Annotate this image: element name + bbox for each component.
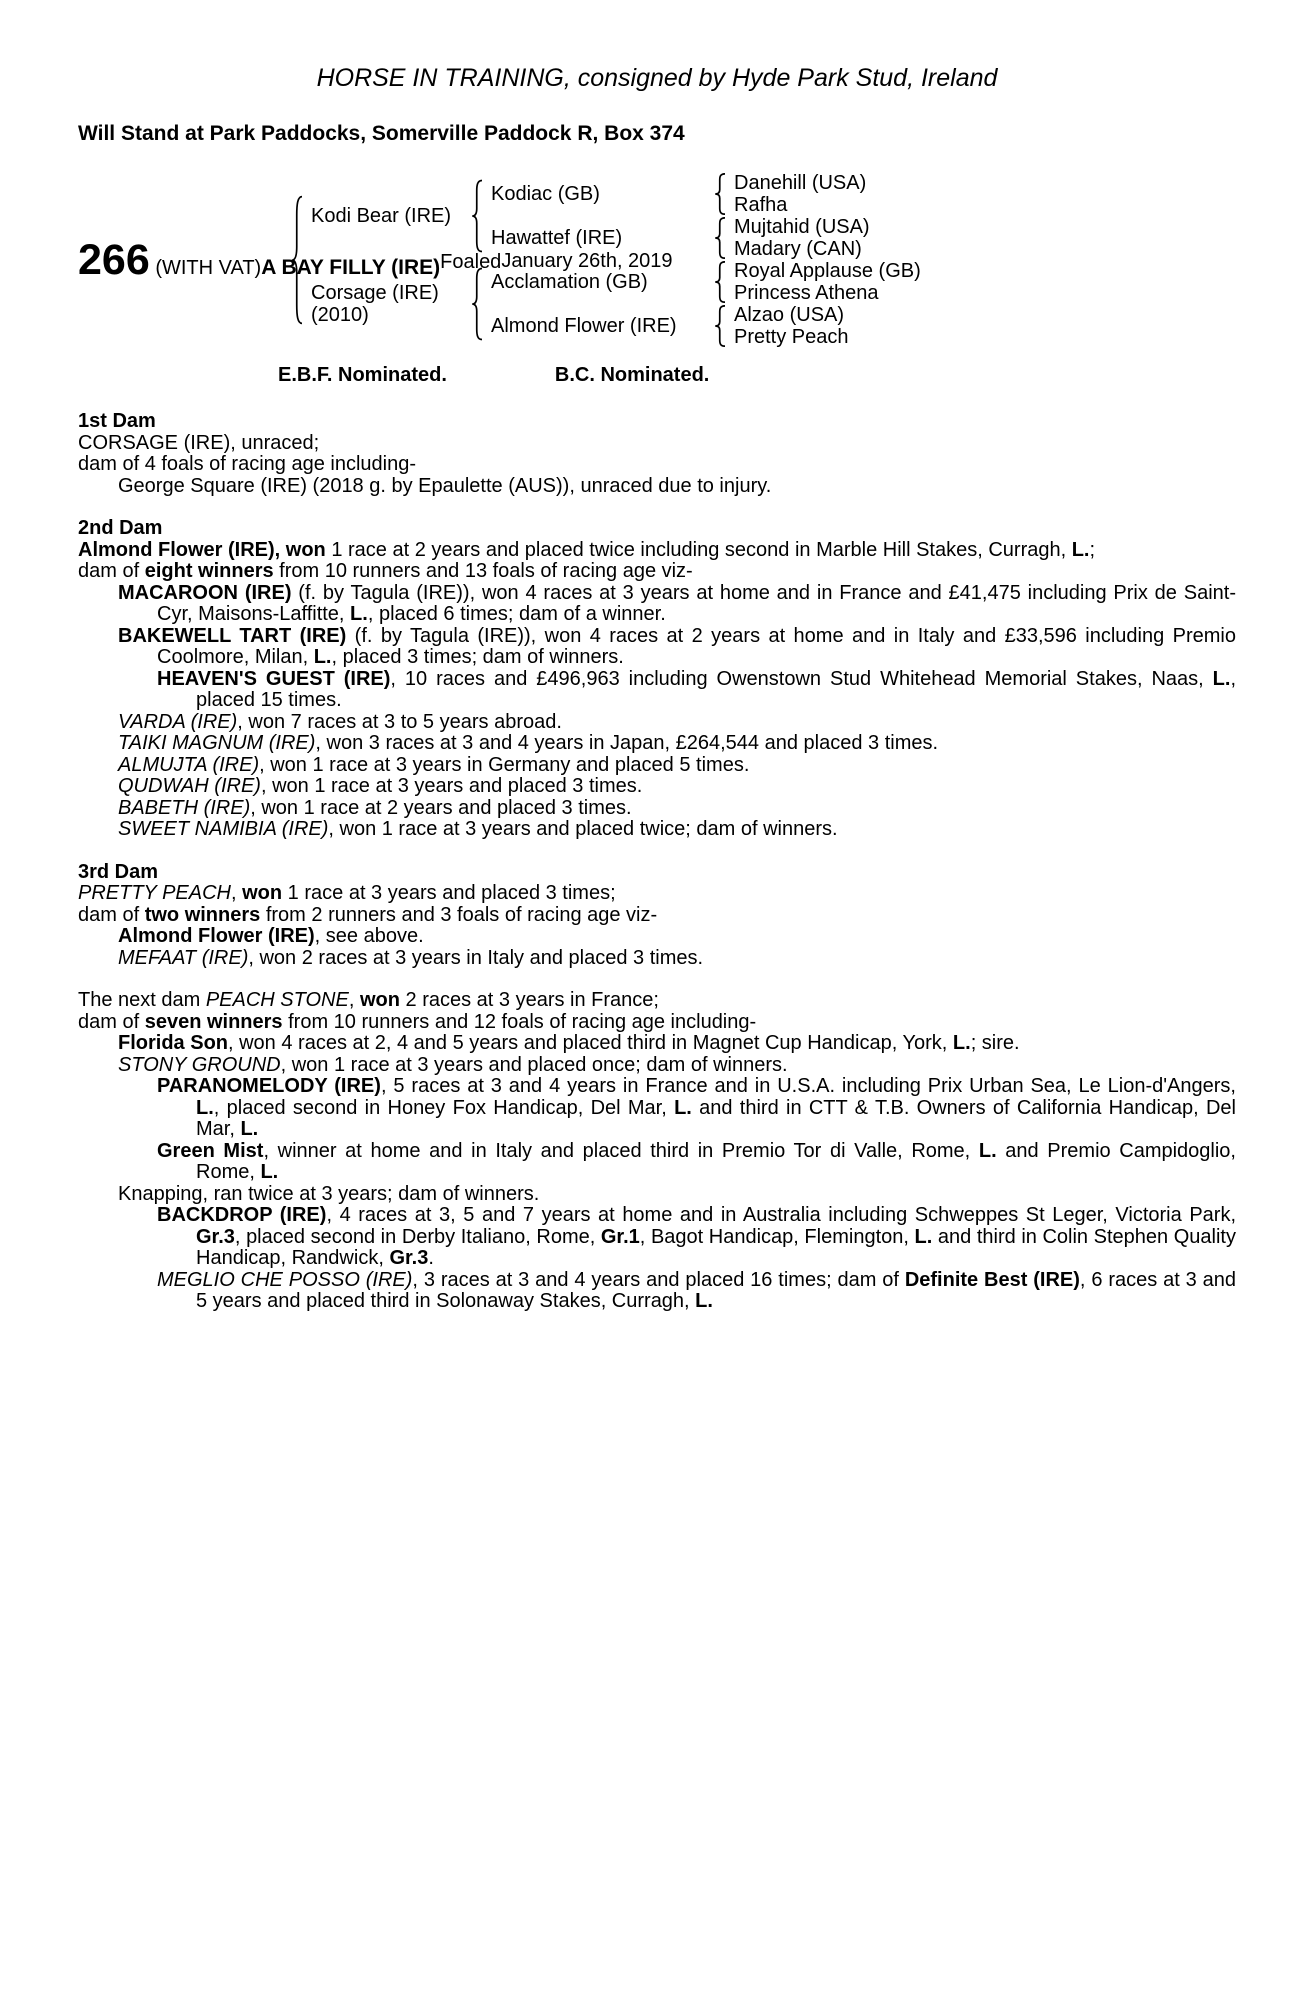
- catalog-paragraph: [78, 948, 1236, 970]
- brace-icon: [470, 267, 485, 341]
- catalog-paragraph: [78, 433, 1236, 455]
- text-segment: , won 2 races at 3 years in Italy and placed 3 times.: [248, 946, 704, 969]
- text-segment: from 10 runners and 12 foals of racing age including-: [282, 1010, 757, 1033]
- text-segment: Knapping, ran twice at 3 years; dam of winners.: [118, 1182, 540, 1205]
- text-segment: , won 1 race at 3 years in Germany and placed 5 times.: [259, 753, 750, 776]
- bc-nominated: B.C. Nominated.: [554, 364, 710, 386]
- pedigree-ggp-7: Alzao (USA): [734, 304, 845, 326]
- text-segment: L.: [952, 1032, 971, 1054]
- text-segment: QUDWAH (IRE): [118, 775, 261, 797]
- text-segment: Almond Flower (IRE), won: [78, 538, 332, 561]
- text-segment: George Square (IRE) (2018 g. by Epaulette (AUS)), unraced due to injury.: [118, 474, 772, 497]
- pedigree-ggp-8: Pretty Peach: [734, 326, 849, 348]
- text-segment: (f. by Tagula (IRE)), won 4 races at 2 years at home and in Italy and £33,596 including Premio Coolmore, Milan,: [157, 624, 1236, 668]
- catalog-paragraph: [78, 1184, 1236, 1206]
- catalog-paragraph: [78, 733, 1236, 755]
- ebf-nominated: E.B.F. Nominated.: [278, 364, 447, 386]
- catalog-paragraph: [78, 712, 1236, 734]
- pedigree-grandsire-2: Acclamation (GB): [491, 271, 648, 293]
- catalog-paragraph: [78, 561, 1236, 583]
- pedigree-ggp-4: Madary (CAN): [734, 238, 862, 260]
- text-segment: , won 1 race at 2 years and placed 3 times.: [250, 796, 632, 819]
- text-segment: SWEET NAMIBIA (IRE): [118, 818, 329, 840]
- text-segment: dam of: [78, 903, 145, 926]
- text-segment: , won 3 races at 3 and 4 years in Japan, £264,544 and placed 3 times.: [315, 732, 939, 754]
- text-segment: PEACH STONE: [205, 989, 349, 1011]
- page-title: HORSE IN TRAINING, consigned by Hyde Park Stud, Ireland: [316, 64, 998, 92]
- catalog-paragraph: [78, 819, 1236, 841]
- lot-description: A BAY FILLY (IRE): [261, 256, 441, 279]
- nominations: [278, 364, 1236, 387]
- catalog-paragraph: [78, 776, 1236, 798]
- brace-icon: [713, 173, 728, 215]
- text-segment: L.: [1071, 538, 1090, 561]
- dam-section: [78, 518, 1236, 841]
- text-segment: two winners: [144, 903, 261, 926]
- text-segment: L.: [674, 1096, 692, 1119]
- text-segment: L.: [196, 1096, 214, 1119]
- section-heading: 3rd Dam: [78, 860, 159, 883]
- text-segment: BACKDROP (IRE): [157, 1204, 327, 1226]
- catalog-paragraph: [78, 755, 1236, 777]
- text-segment: BAKEWELL TART (IRE): [118, 624, 347, 647]
- text-segment: Gr.1: [600, 1225, 640, 1248]
- text-segment: , placed 3 times; dam of winners.: [331, 646, 624, 668]
- text-segment: , won 1 race at 3 years and placed 3 times.: [260, 775, 643, 797]
- catalog-paragraph: [78, 905, 1236, 927]
- text-segment: from 2 runners and 3 foals of racing age viz-: [260, 903, 658, 926]
- text-segment: L.: [695, 1290, 713, 1312]
- text-segment: L.: [260, 1161, 279, 1183]
- text-segment: CORSAGE (IRE), unraced;: [78, 431, 320, 454]
- text-segment: Gr.3: [196, 1225, 235, 1248]
- brace-icon: [713, 217, 728, 259]
- text-segment: L.: [978, 1139, 997, 1162]
- catalog-paragraph: [78, 1205, 1236, 1270]
- stand-location: Will Stand at Park Paddocks, Somerville Paddock R, Box 374: [78, 122, 685, 145]
- text-segment: , placed second in Derby Italiano, Rome,: [234, 1225, 601, 1248]
- text-segment: The next dam: [78, 989, 206, 1011]
- catalog-paragraph: [78, 583, 1236, 626]
- text-segment: L.: [240, 1118, 259, 1140]
- catalog-paragraph: [78, 476, 1236, 498]
- brace-icon: [290, 194, 305, 326]
- lot-number: 266: [78, 236, 150, 284]
- pedigree-ggp-3: Mujtahid (USA): [734, 216, 870, 238]
- pedigree-ggp-1: Danehill (USA): [734, 172, 867, 194]
- section-heading: 1st Dam: [78, 410, 156, 432]
- text-segment: and Premio Campidoglio, Rome,: [196, 1139, 1236, 1183]
- catalog-paragraph: [78, 926, 1236, 948]
- text-segment: 2 races at 3 years in France;: [399, 989, 659, 1011]
- text-segment: ;: [1089, 538, 1096, 561]
- pedigree-brace-root: [283, 172, 311, 348]
- dam-section: [78, 411, 1236, 497]
- dam-sections: [78, 411, 1236, 1313]
- pedigree-ggp-6: Princess Athena: [734, 282, 879, 304]
- catalog-paragraph: [78, 1033, 1236, 1055]
- catalog-paragraph: [78, 798, 1236, 820]
- text-segment: BABETH (IRE): [118, 796, 251, 819]
- pedigree-grandsire-1: Kodiac (GB): [491, 183, 600, 205]
- pedigree-ggp-5: Royal Applause (GB): [734, 260, 921, 282]
- catalog-paragraph: [78, 1270, 1236, 1313]
- text-segment: TAIKI MAGNUM (IRE): [118, 732, 316, 754]
- text-segment: , won 4 races at 2, 4 and 5 years and placed third in Magnet Cup Handicap, York,: [228, 1032, 953, 1054]
- text-segment: , placed 6 times; dam of a winner.: [367, 603, 666, 625]
- text-segment: Definite Best (IRE): [904, 1268, 1080, 1291]
- catalog-paragraph: [78, 626, 1236, 669]
- text-segment: Green Mist: [157, 1139, 264, 1162]
- text-segment: ALMUJTA (IRE): [118, 753, 260, 776]
- brace-icon: [470, 179, 485, 253]
- pedigree-brace-g1: [706, 172, 734, 216]
- text-segment: , 5 races at 3 and 4 years in France and in U.S.A. including Prix Urban Sea, Le Lion-d'Angers,: [380, 1075, 1236, 1097]
- pedigree-brace-g2: [706, 216, 734, 260]
- text-segment: HEAVEN'S GUEST (IRE): [157, 667, 391, 690]
- text-segment: , won 1 race at 3 years and placed twice; dam of winners.: [328, 818, 838, 840]
- text-segment: won: [242, 882, 283, 904]
- text-segment: (f. by Tagula (IRE)), won 4 races at 3 years at home and in France and £41,475 including Prix de Saint-Cyr, Maisons-Laffitte,: [157, 581, 1236, 625]
- text-segment: dam of: [78, 560, 145, 582]
- text-segment: , 10 races and £496,963 including Owenstown Stud Whitehead Memorial Stakes, Naas,: [390, 667, 1213, 690]
- catalog-paragraph: [78, 990, 1236, 1012]
- text-segment: ,: [231, 882, 243, 904]
- section-heading: 2nd Dam: [78, 517, 163, 539]
- pedigree-brace-g4: [706, 304, 734, 348]
- text-segment: PRETTY PEACH: [78, 882, 231, 904]
- pedigree-sire: Kodi Bear (IRE): [311, 205, 452, 227]
- text-segment: seven winners: [144, 1010, 283, 1033]
- text-segment: Almond Flower (IRE): [118, 925, 315, 947]
- catalog-paragraph: [78, 454, 1236, 476]
- text-segment: STONY GROUND: [118, 1053, 281, 1076]
- catalog-paragraph: [78, 540, 1236, 562]
- text-segment: VARDA (IRE): [118, 710, 238, 733]
- text-segment: L.: [313, 646, 332, 668]
- dam-section: [78, 862, 1236, 970]
- pedigree-brace-g3: [706, 260, 734, 304]
- lot-vat-note: (WITH VAT): [155, 257, 262, 279]
- catalog-paragraph: [78, 1055, 1236, 1077]
- lot-number-line: [78, 237, 261, 283]
- text-segment: , placed second in Honey Fox Handicap, Del Mar,: [213, 1096, 675, 1119]
- pedigree-brace-sire: [463, 172, 491, 260]
- text-segment: PARANOMELODY (IRE): [157, 1075, 381, 1097]
- catalog-paragraph: [78, 1141, 1236, 1184]
- brace-icon: [713, 305, 728, 347]
- foaled-date: January 26th, 2019: [501, 249, 673, 272]
- text-segment: , see above.: [314, 925, 424, 947]
- pedigree-dam-year: (2010): [311, 304, 369, 326]
- text-segment: , winner at home and in Italy and placed third in Premio Tor di Valle, Rome,: [263, 1139, 979, 1162]
- text-segment: 1 race at 3 years and placed 3 times;: [282, 882, 616, 904]
- catalog-paragraph: [78, 1012, 1236, 1034]
- pedigree-brace-dam: [463, 260, 491, 348]
- text-segment: , won 1 race at 3 years and placed once; dam of winners.: [280, 1053, 788, 1076]
- text-segment: L.: [350, 603, 368, 625]
- pedigree-table: [78, 172, 1236, 348]
- text-segment: , 3 races at 3 and 4 years and placed 16 times; dam of: [412, 1268, 905, 1291]
- pedigree-granddam-2: Almond Flower (IRE): [491, 315, 677, 337]
- pedigree-dam: [311, 260, 463, 348]
- text-segment: won: [359, 989, 400, 1011]
- pedigree-ggp-2: Rafha: [734, 194, 788, 216]
- text-segment: MEFAAT (IRE): [118, 946, 249, 969]
- pedigree-dam-name: Corsage (IRE): [311, 282, 439, 304]
- text-segment: and third in Colin Stephen Quality Handicap, Randwick,: [196, 1225, 1236, 1269]
- dam-section: [78, 990, 1236, 1313]
- text-segment: from 10 runners and 13 foals of racing age viz-: [273, 560, 693, 582]
- text-segment: ; sire.: [970, 1032, 1020, 1054]
- text-segment: .: [428, 1247, 434, 1269]
- text-segment: L.: [914, 1225, 933, 1248]
- text-segment: dam of: [78, 1010, 145, 1033]
- text-segment: and third in CTT & T.B. Owners of California Handicap, Del Mar,: [196, 1096, 1236, 1140]
- text-segment: , placed 15 times.: [196, 667, 1236, 711]
- brace-icon: [713, 261, 728, 303]
- text-segment: , 4 races at 3, 5 and 7 years at home and in Australia including Schweppes St Leger, Victoria Park,: [326, 1204, 1236, 1226]
- text-segment: , won 7 races at 3 to 5 years abroad.: [237, 710, 562, 733]
- catalog-paragraph: [78, 669, 1236, 712]
- text-segment: 1 race at 2 years and placed twice including second in Marble Hill Stakes, Curragh,: [331, 538, 1072, 561]
- text-segment: MACAROON (IRE): [118, 581, 292, 604]
- text-segment: , 6 races at 3 and 5 years and placed third in Solonaway Stakes, Curragh,: [196, 1268, 1237, 1312]
- catalog-paragraph: [78, 1076, 1236, 1141]
- text-segment: L.: [1212, 667, 1231, 690]
- pedigree-granddam-1: Hawattef (IRE): [491, 227, 623, 249]
- foaled-label: Foaled: [440, 251, 502, 273]
- catalog-paragraph: [78, 883, 1236, 905]
- text-segment: eight winners: [144, 560, 274, 582]
- text-segment: MEGLIO CHE POSSO (IRE): [157, 1268, 413, 1291]
- text-segment: , Bagot Handicap, Flemington,: [639, 1225, 915, 1248]
- text-segment: dam of 4 foals of racing age including-: [78, 453, 416, 475]
- text-segment: Florida Son: [118, 1032, 228, 1054]
- text-segment: ,: [348, 989, 360, 1011]
- text-segment: Gr.3: [389, 1247, 429, 1269]
